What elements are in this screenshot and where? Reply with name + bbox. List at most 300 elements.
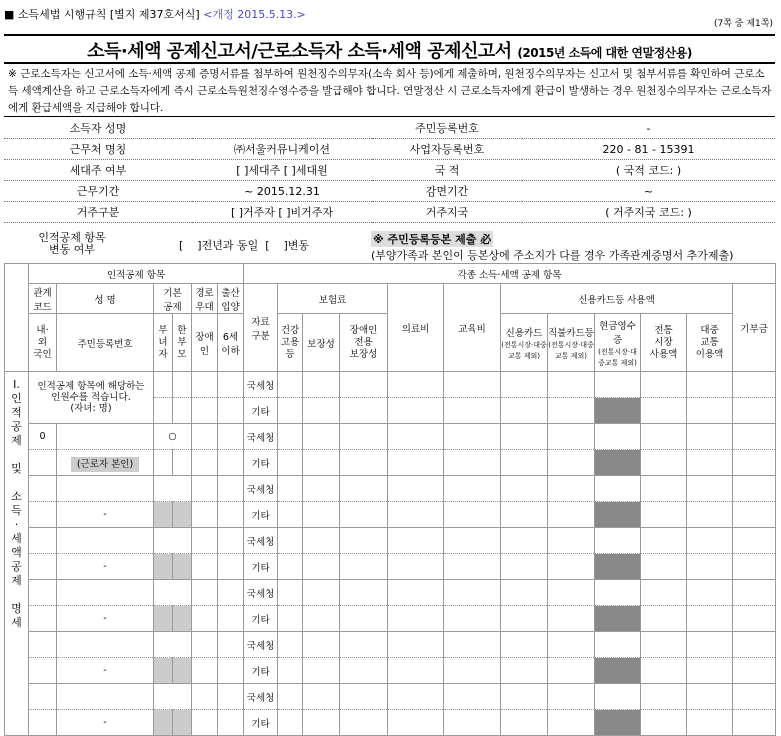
amount-cell[interactable] <box>548 398 595 424</box>
amount-cell[interactable] <box>641 580 687 606</box>
amount-cell[interactable] <box>444 398 501 424</box>
cash-receipt-cell[interactable] <box>595 684 641 710</box>
bizno-label: 사업자등록번호 <box>372 139 522 160</box>
relation-code-cell[interactable] <box>29 580 57 606</box>
basic-deduction-cell[interactable] <box>154 476 192 502</box>
deduction-change-checkbox[interactable]: [ ]전년과 동일 [ ]변동 <box>179 239 310 252</box>
personal-deduction-header: 인적공제 항목 <box>29 264 244 284</box>
senior-cell[interactable] <box>192 424 218 450</box>
debit-card-header <box>548 314 595 372</box>
amount-cell[interactable] <box>444 684 501 710</box>
basic-deduction-cell[interactable] <box>154 528 192 554</box>
amount-cell[interactable] <box>278 372 303 398</box>
amount-cell[interactable] <box>501 710 548 736</box>
amount-cell[interactable] <box>548 424 595 450</box>
amount-cell[interactable] <box>501 606 548 632</box>
disabled-cell[interactable] <box>192 606 218 632</box>
amount-cell[interactable] <box>388 398 444 424</box>
foreign-cell[interactable] <box>29 502 57 528</box>
amount-cell[interactable] <box>733 372 776 398</box>
basic-deduction-cell[interactable] <box>154 632 192 658</box>
cash-receipt-cell[interactable] <box>595 502 641 528</box>
info-top-rule <box>4 116 775 117</box>
under6-cell[interactable] <box>218 450 244 476</box>
amount-cell[interactable] <box>303 372 340 398</box>
amount-cell[interactable] <box>444 502 501 528</box>
amount-cell[interactable] <box>340 450 388 476</box>
amount-cell[interactable] <box>388 658 444 684</box>
amount-cell[interactable] <box>548 658 595 684</box>
rrn-cell[interactable]: - <box>57 554 154 580</box>
relation-code-header: 관계 코드 <box>29 284 57 314</box>
cash-receipt-cell[interactable] <box>595 710 641 736</box>
form-title <box>4 37 775 63</box>
deduction-change-label: 인적공제 항목 변동 여부 <box>38 231 106 256</box>
education-header: 교육비 <box>444 284 501 372</box>
nts-label: 국세청 <box>244 684 278 710</box>
amount-cell[interactable] <box>641 424 687 450</box>
amount-cell[interactable] <box>388 606 444 632</box>
cash-receipt-cell[interactable] <box>595 554 641 580</box>
cash-receipt-cell[interactable] <box>595 424 641 450</box>
disabled-cell[interactable] <box>192 502 218 528</box>
amount-cell[interactable] <box>641 398 687 424</box>
amount-cell[interactable] <box>278 450 303 476</box>
cash-receipt-cell[interactable] <box>595 372 641 398</box>
amount-cell[interactable] <box>278 424 303 450</box>
cash-receipt-cell[interactable] <box>595 450 641 476</box>
amount-cell[interactable] <box>641 658 687 684</box>
amount-cell[interactable] <box>388 684 444 710</box>
relation-code-cell[interactable] <box>29 684 57 710</box>
cash-receipt-cell[interactable] <box>595 476 641 502</box>
medical-header: 의료비 <box>388 284 444 372</box>
amount-cell[interactable] <box>278 398 303 424</box>
amount-cell[interactable] <box>501 398 548 424</box>
relation-code-cell[interactable] <box>29 476 57 502</box>
woman-cell[interactable] <box>154 606 173 632</box>
disabled-header: 장애 인 <box>192 314 218 372</box>
birth-cell[interactable] <box>218 580 244 606</box>
amount-cell[interactable] <box>687 606 733 632</box>
amount-cell[interactable] <box>501 632 548 658</box>
amount-cell[interactable] <box>641 450 687 476</box>
amount-cell[interactable] <box>733 632 776 658</box>
amount-cell[interactable] <box>340 424 388 450</box>
amount-cell[interactable] <box>444 372 501 398</box>
senior-cell[interactable] <box>192 476 218 502</box>
amount-cell[interactable] <box>444 606 501 632</box>
senior-cell[interactable] <box>192 580 218 606</box>
under6-cell[interactable] <box>218 658 244 684</box>
cash-receipt-cell[interactable] <box>595 580 641 606</box>
name-header: 성 명 <box>57 284 154 314</box>
amount-cell[interactable] <box>340 398 388 424</box>
name-cell[interactable] <box>57 528 154 554</box>
form-reference <box>4 6 306 22</box>
debit-card-note: (전통시장·대중교통 제외) <box>548 340 594 360</box>
rrn-cell[interactable]: - <box>57 710 154 736</box>
amount-cell[interactable] <box>303 710 340 736</box>
amount-cell[interactable] <box>641 554 687 580</box>
headcount-cell[interactable] <box>173 372 192 398</box>
amount-cell[interactable] <box>278 632 303 658</box>
amount-cell[interactable] <box>278 476 303 502</box>
amount-cell[interactable] <box>303 502 340 528</box>
other-label: 기타 <box>244 658 278 684</box>
amount-cell[interactable] <box>340 632 388 658</box>
disabled-cell[interactable] <box>192 710 218 736</box>
name-cell[interactable] <box>57 424 154 450</box>
residence-label: 거주구분 <box>4 202 192 223</box>
amount-cell[interactable] <box>278 502 303 528</box>
amount-cell[interactable] <box>278 606 303 632</box>
amount-cell[interactable] <box>444 632 501 658</box>
amount-cell[interactable] <box>303 606 340 632</box>
amount-cell[interactable] <box>444 658 501 684</box>
other-label: 기타 <box>244 398 278 424</box>
amount-cell[interactable] <box>444 710 501 736</box>
nts-label: 국세청 <box>244 632 278 658</box>
amount-cell[interactable] <box>388 580 444 606</box>
birth-cell[interactable] <box>218 424 244 450</box>
disabled-cell[interactable] <box>192 554 218 580</box>
amount-cell[interactable] <box>340 710 388 736</box>
insurance-header: 보험료 <box>278 284 388 314</box>
amount-cell[interactable] <box>388 450 444 476</box>
rrn-cell[interactable]: - <box>57 502 154 528</box>
amount-cell[interactable] <box>388 476 444 502</box>
amount-cell[interactable] <box>303 528 340 554</box>
title-top-rule <box>4 34 775 36</box>
headcount-cell[interactable] <box>218 372 244 398</box>
amount-cell[interactable] <box>388 710 444 736</box>
amount-cell[interactable] <box>641 372 687 398</box>
under6-cell[interactable] <box>218 554 244 580</box>
protection-insurance-header: 보장성 <box>303 314 340 372</box>
credit-card-header <box>501 314 548 372</box>
birth-cell[interactable] <box>218 476 244 502</box>
woman-cell[interactable] <box>154 450 173 476</box>
company-field[interactable]: ㈜서울커뮤니케이션 <box>192 139 372 160</box>
amount-cell[interactable] <box>641 710 687 736</box>
rrn-field[interactable]: - <box>522 118 775 139</box>
amount-cell[interactable] <box>340 606 388 632</box>
amount-cell[interactable] <box>687 632 733 658</box>
disabled-cell[interactable] <box>192 450 218 476</box>
amount-cell[interactable] <box>278 710 303 736</box>
amount-cell[interactable] <box>501 424 548 450</box>
name-cell[interactable] <box>57 684 154 710</box>
woman-cell[interactable] <box>154 502 173 528</box>
amount-cell[interactable] <box>641 502 687 528</box>
nts-label: 국세청 <box>244 528 278 554</box>
market-header: 전통 시장 사용액 <box>641 314 687 372</box>
rrn-header: 주민등록번호 <box>57 314 154 372</box>
amount-cell[interactable] <box>733 424 776 450</box>
amount-cell[interactable] <box>501 658 548 684</box>
single-parent-cell[interactable] <box>173 450 192 476</box>
relation-code-cell[interactable] <box>29 632 57 658</box>
amount-cell[interactable] <box>548 502 595 528</box>
amount-cell[interactable] <box>444 424 501 450</box>
amount-cell[interactable] <box>733 528 776 554</box>
amount-cell[interactable] <box>388 502 444 528</box>
other-label: 기타 <box>244 450 278 476</box>
residence-country-label: 거주지국 <box>372 202 522 223</box>
amount-cell[interactable] <box>340 658 388 684</box>
basic-deduction-cell[interactable] <box>154 684 192 710</box>
amount-cell[interactable] <box>733 658 776 684</box>
amount-cell[interactable] <box>501 528 548 554</box>
amount-cell[interactable] <box>303 554 340 580</box>
headcount-cell[interactable] <box>173 398 192 424</box>
section-label: Ⅰ. 인 적 공 제 및 소 득 · 세 액 공 제 명 세 <box>5 372 29 736</box>
cash-receipt-header <box>595 314 641 372</box>
cash-receipt-cell[interactable] <box>595 658 641 684</box>
birth-cell[interactable] <box>218 632 244 658</box>
residence-checkbox[interactable]: [ ]거주자 [ ]비거주자 <box>192 202 372 223</box>
name-cell[interactable] <box>57 632 154 658</box>
other-label: 기타 <box>244 606 278 632</box>
name-label: 소득자 성명 <box>4 118 192 139</box>
title-bottom-rule <box>4 62 775 64</box>
woman-cell[interactable] <box>154 710 173 736</box>
basic-deduction-header: 기본 공제 <box>154 284 192 314</box>
page-number: (7쪽 중 제1쪽) <box>714 19 773 29</box>
amount-cell[interactable] <box>641 528 687 554</box>
nts-label: 국세청 <box>244 580 278 606</box>
amount-cell[interactable] <box>388 424 444 450</box>
nationality-field[interactable]: ( 국적 코드: ) <box>522 160 775 181</box>
woman-cell[interactable] <box>154 658 173 684</box>
amount-cell[interactable] <box>733 502 776 528</box>
amount-cell[interactable] <box>278 684 303 710</box>
amount-cell[interactable] <box>340 372 388 398</box>
headcount-cell[interactable] <box>192 398 218 424</box>
amount-cell[interactable] <box>548 684 595 710</box>
amount-cell[interactable] <box>733 606 776 632</box>
foreign-cell[interactable] <box>29 554 57 580</box>
amount-cell[interactable] <box>340 476 388 502</box>
basic-deduction-cell[interactable] <box>154 580 192 606</box>
residence-country-field[interactable]: ( 거주지국 코드: ) <box>522 202 775 223</box>
single-parent-cell[interactable] <box>173 502 192 528</box>
birth-cell[interactable] <box>218 684 244 710</box>
name-cell[interactable] <box>57 476 154 502</box>
basic-deduction-cell[interactable]: ○ <box>154 424 192 450</box>
amount-cell[interactable] <box>501 684 548 710</box>
other-label: 기타 <box>244 554 278 580</box>
family-certificate-note: (부양가족과 본인이 등본상에 주소지가 다를 경우 가족관계증명서 추가제출) <box>371 249 734 262</box>
revision-date: <개정 2015.5.13.> <box>203 8 306 21</box>
single-parent-cell[interactable] <box>173 710 192 736</box>
foreign-cell[interactable] <box>29 450 57 476</box>
headcount-cell[interactable] <box>192 372 218 398</box>
amount-cell[interactable] <box>303 424 340 450</box>
amount-cell[interactable] <box>278 658 303 684</box>
amount-cell[interactable] <box>303 476 340 502</box>
cash-receipt-cell[interactable] <box>595 528 641 554</box>
amount-cell[interactable] <box>548 606 595 632</box>
health-insurance-header: 건강 고용 등 <box>278 314 303 372</box>
amount-cell[interactable] <box>548 580 595 606</box>
reduction-period-label: 감면기간 <box>372 181 522 202</box>
under6-cell[interactable] <box>218 606 244 632</box>
amount-cell[interactable] <box>444 580 501 606</box>
amount-cell[interactable] <box>501 580 548 606</box>
amount-cell[interactable] <box>388 528 444 554</box>
cash-receipt-cell[interactable] <box>595 398 641 424</box>
amount-cell[interactable] <box>501 554 548 580</box>
amount-cell[interactable] <box>687 424 733 450</box>
cash-receipt-cell[interactable] <box>595 632 641 658</box>
amount-cell[interactable] <box>687 580 733 606</box>
senior-cell[interactable] <box>192 684 218 710</box>
amount-cell[interactable] <box>388 632 444 658</box>
foreign-header: 내· 외 국인 <box>29 314 57 372</box>
amount-cell[interactable] <box>444 528 501 554</box>
amount-cell[interactable] <box>687 684 733 710</box>
disabled-insurance-header: 장애인 전용 보장성 <box>340 314 388 372</box>
amount-cell[interactable] <box>303 398 340 424</box>
under6-cell[interactable] <box>218 502 244 528</box>
credit-card-label: 신용카드 <box>505 327 543 339</box>
amount-cell[interactable] <box>548 710 595 736</box>
taxpayer-info-table <box>4 118 775 223</box>
cash-receipt-cell[interactable] <box>595 606 641 632</box>
rrn-cell[interactable] <box>57 450 154 476</box>
card-usage-header: 신용카드등 사용액 <box>501 284 733 314</box>
work-period-field[interactable]: ~ 2015.12.31 <box>192 181 372 202</box>
amount-cell[interactable] <box>388 554 444 580</box>
amount-cell[interactable] <box>687 710 733 736</box>
amount-cell[interactable] <box>388 372 444 398</box>
birth-adoption-header: 출산 입양 <box>218 284 244 314</box>
amount-cell[interactable] <box>733 398 776 424</box>
amount-cell[interactable] <box>733 684 776 710</box>
foreign-cell[interactable] <box>29 710 57 736</box>
amount-cell[interactable] <box>733 580 776 606</box>
amount-cell[interactable] <box>444 450 501 476</box>
reduction-period-field[interactable]: ~ <box>522 181 775 202</box>
amount-cell[interactable] <box>501 450 548 476</box>
amount-cell[interactable] <box>303 580 340 606</box>
single-parent-cell[interactable] <box>173 554 192 580</box>
amount-cell[interactable] <box>687 554 733 580</box>
amount-cell[interactable] <box>340 684 388 710</box>
headcount-text: 인적공제 항목에 해당하는 인원수를 적습니다. <box>37 381 145 403</box>
amount-cell[interactable] <box>687 658 733 684</box>
under6-cell[interactable] <box>218 710 244 736</box>
amount-cell[interactable] <box>303 450 340 476</box>
amount-cell[interactable] <box>548 528 595 554</box>
amount-cell[interactable] <box>548 476 595 502</box>
name-cell[interactable] <box>57 580 154 606</box>
amount-cell[interactable] <box>733 450 776 476</box>
rrn-label: 주민등록번호 <box>372 118 522 139</box>
amount-cell[interactable] <box>687 372 733 398</box>
child-count[interactable]: (자녀: 명) <box>70 403 112 414</box>
foreign-cell[interactable] <box>29 658 57 684</box>
amount-cell[interactable] <box>303 684 340 710</box>
name-field[interactable] <box>192 118 372 139</box>
amount-cell[interactable] <box>278 580 303 606</box>
nts-label: 국세청 <box>244 372 278 398</box>
amount-cell[interactable] <box>340 554 388 580</box>
section-label-spacer <box>5 264 29 372</box>
amount-cell[interactable] <box>641 632 687 658</box>
birth-cell[interactable] <box>218 528 244 554</box>
headcount-instruction <box>29 372 154 424</box>
rrn-cell[interactable]: - <box>57 658 154 684</box>
amount-cell[interactable] <box>733 476 776 502</box>
title-main: 소득·세액 공제신고서/근로소득자 소득·세액 공제신고서 <box>87 41 512 62</box>
amount-cell[interactable] <box>641 476 687 502</box>
amount-cell[interactable] <box>687 476 733 502</box>
amount-cell[interactable] <box>733 554 776 580</box>
headcount-cell[interactable] <box>154 398 173 424</box>
amount-cell[interactable] <box>278 528 303 554</box>
amount-cell[interactable] <box>548 450 595 476</box>
amount-cell[interactable] <box>303 632 340 658</box>
amount-cell[interactable] <box>501 502 548 528</box>
other-label: 기타 <box>244 502 278 528</box>
single-parent-cell[interactable] <box>173 606 192 632</box>
senior-cell[interactable] <box>192 632 218 658</box>
amount-cell[interactable] <box>641 606 687 632</box>
woman-cell[interactable] <box>154 554 173 580</box>
amount-cell[interactable] <box>641 684 687 710</box>
headcount-cell[interactable] <box>154 372 173 398</box>
amount-cell[interactable] <box>548 632 595 658</box>
foreign-cell[interactable] <box>29 606 57 632</box>
debit-card-label: 직불카드등 <box>548 327 594 339</box>
amount-cell[interactable] <box>501 372 548 398</box>
rrn-cell[interactable]: - <box>57 606 154 632</box>
under6-header: 6세 이하 <box>218 314 244 372</box>
amount-cell[interactable] <box>687 450 733 476</box>
amount-cell[interactable] <box>733 710 776 736</box>
single-parent-cell[interactable] <box>173 658 192 684</box>
amount-cell[interactable] <box>687 398 733 424</box>
relation-code-cell[interactable] <box>29 528 57 554</box>
amount-cell[interactable] <box>340 528 388 554</box>
amount-cell[interactable] <box>444 554 501 580</box>
title-sub: (2015년 소득에 대한 연말정산용) <box>517 46 692 60</box>
senior-cell[interactable] <box>192 528 218 554</box>
company-label: 근무처 명칭 <box>4 139 192 160</box>
amount-cell[interactable] <box>340 502 388 528</box>
amount-cell[interactable] <box>548 554 595 580</box>
amount-cell[interactable] <box>444 476 501 502</box>
amount-cell[interactable] <box>340 580 388 606</box>
self-label: (근로자 본인) <box>71 457 139 472</box>
amount-cell[interactable] <box>548 372 595 398</box>
cash-receipt-note: (전통시장·대중교통 제외) <box>598 347 637 367</box>
headcount-cell[interactable] <box>218 398 244 424</box>
bizno-field[interactable]: 220 - 81 - 15391 <box>522 139 775 160</box>
household-checkbox[interactable]: [ ]세대주 [ ]세대원 <box>192 160 372 181</box>
relation-code-cell[interactable]: 0 <box>29 424 57 450</box>
amount-cell[interactable] <box>501 476 548 502</box>
amount-cell[interactable] <box>278 554 303 580</box>
amount-cell[interactable] <box>303 658 340 684</box>
amount-cell[interactable] <box>687 502 733 528</box>
disabled-cell[interactable] <box>192 658 218 684</box>
amount-cell[interactable] <box>687 528 733 554</box>
work-period-label: 근무기간 <box>4 181 192 202</box>
